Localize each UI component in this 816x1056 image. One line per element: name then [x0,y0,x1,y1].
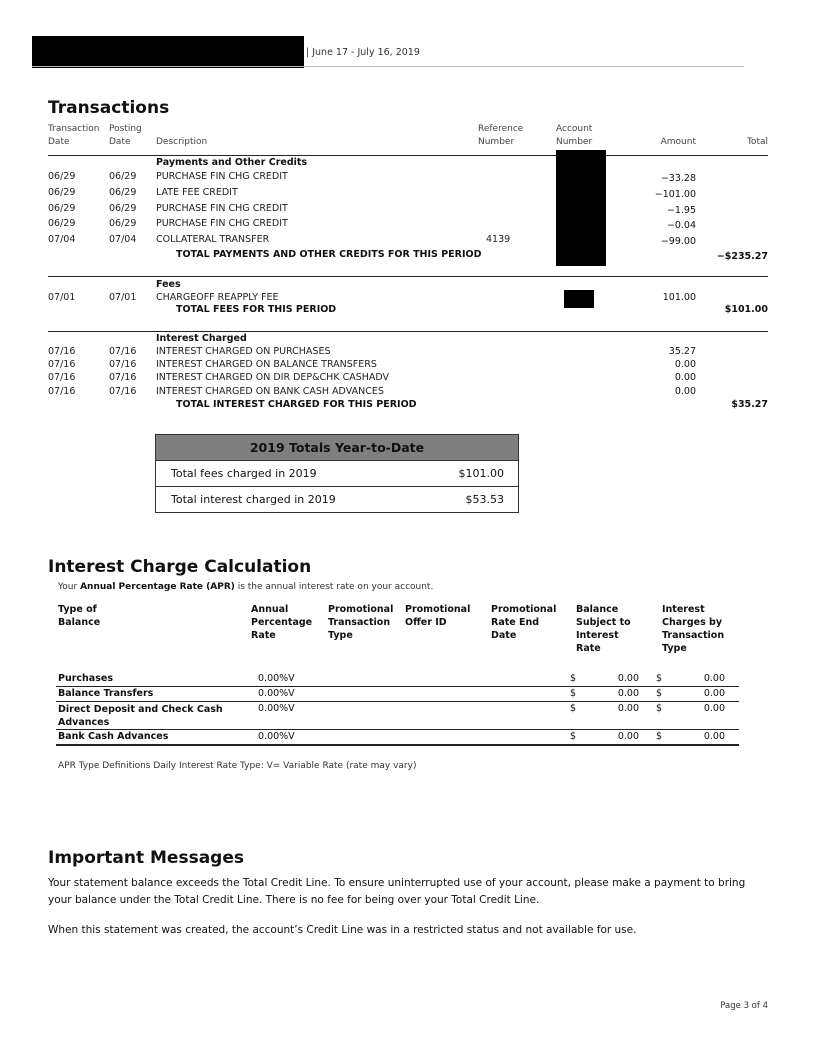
apr-row-rule [56,701,739,702]
transactions-header-rule [48,155,768,156]
col-description: Description [156,137,208,147]
apr-row-rule [56,686,739,687]
hdr-balance-subject: Balance Subject to Interest Rate [576,604,631,654]
fees-total-label: TOTAL FEES FOR THIS PERIOD [176,304,337,315]
redacted-account-numbers [556,150,606,266]
redacted-account-number [564,290,594,308]
interest-total: $35.27 [731,399,768,410]
fees-total: $101.00 [724,304,768,315]
hdr-promo-type: Promotional Transaction Type [328,604,394,641]
hdr-apr: Annual Percentage Rate [251,604,313,641]
ytd-row-interest: Total interest charged in 2019 $53.53 [171,493,504,506]
payments-heading: Payments and Other Credits [156,157,308,168]
interest-calc-title: Interest Charge Calculation [48,557,312,577]
hdr-type-of-balance: Type of Balance [58,604,101,628]
interest-total-label: TOTAL INTEREST CHARGED FOR THIS PERIOD [176,399,417,410]
header-divider [32,66,744,67]
page-number: Page 3 of 4 [720,1001,768,1011]
col-total: Total [746,137,768,147]
payments-total-label: TOTAL PAYMENTS AND OTHER CREDITS FOR THIS PERIOD [176,249,482,260]
hdr-interest-charges: Interest Charges by Transaction Type [662,604,725,654]
payments-divider [48,276,768,277]
messages-title: Important Messages [48,848,244,868]
apr-intro: Your Annual Percentage Rate (APR) is the annual interest rate on your account. [58,582,434,592]
payments-total: −$235.27 [716,251,768,262]
interest-heading: Interest Charged [156,333,247,344]
statement-period: | June 17 - July 16, 2019 [306,47,420,58]
fees-divider [48,331,768,332]
col-account-number: Account Number [556,124,593,147]
fees-heading: Fees [156,279,181,290]
transactions-title: Transactions [48,98,170,118]
col-transaction-date: Transaction Date [48,124,100,147]
col-amount: Amount [660,137,696,147]
apr-footnote: APR Type Definitions Daily Interest Rate Type: V= Variable Rate (rate may vary) [58,761,417,771]
message-paragraph: Your statement balance exceeds the Total Credit Line. To ensure uninterrupted use of your account, please make a payment to bring your balance under the Total Credit Line. There is no fee for being over your Total Credit Line. [48,877,746,906]
col-posting-date: Posting Date [109,124,142,147]
apr-row-rule [56,729,739,730]
ytd-title: 2019 Totals Year-to-Date [156,435,518,461]
hdr-promo-end: Promotional Rate End Date [491,604,557,641]
message-paragraph: When this statement was created, the account’s Credit Line was in a restricted status and not available for use. [48,924,637,936]
ytd-totals-box [155,434,519,513]
hdr-promo-offer: Promotional Offer ID [405,604,471,628]
col-reference-number: Reference Number [478,124,524,147]
redacted-account-name [32,36,304,68]
ytd-row-fees: Total fees charged in 2019 $101.00 [156,461,518,487]
apr-row-rule [56,744,739,746]
